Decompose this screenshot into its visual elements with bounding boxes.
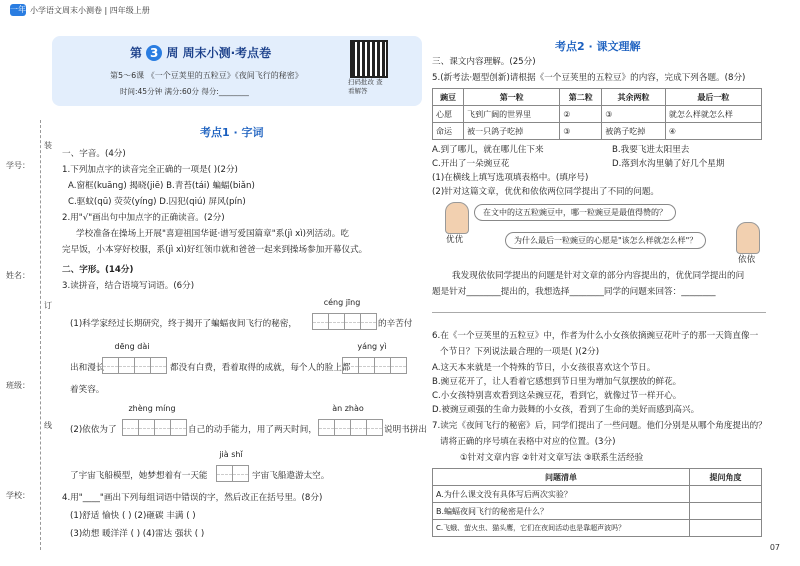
student-youyou-icon	[445, 202, 469, 234]
answer-grid-5[interactable]	[318, 419, 382, 439]
table-cell: 命运	[433, 123, 464, 140]
answer-cell[interactable]	[690, 486, 762, 503]
pea-table	[432, 88, 762, 140]
table-cell: B.蝙蝠夜间飞行的秘密是什么？	[433, 503, 690, 520]
table-cell[interactable]: ③	[560, 123, 602, 140]
student-name-1: 优优	[446, 235, 464, 245]
q3-5: 5.(新考法·题型创新)请根据《一个豆荚里的五粒豆》的内容，完成下列各题。(8分)	[432, 73, 746, 83]
q1-2: 2.用"√"画出句中加点字的正确读音。(2分)	[62, 213, 225, 223]
student-yiyi-icon	[736, 222, 760, 254]
q3-6b: 个节日？下列说法最合理的一项是( )(2分)	[440, 347, 600, 357]
question-table	[432, 468, 762, 537]
q1-2-text-b: 完早饭，小本穿好校服，系(jì xì)好红领巾就和爸爸一起来到操场参加开幕仪式。	[62, 245, 368, 255]
speech-bubble-1: 在文中的这五粒豌豆中，哪一粒豌豆是最值得赞的？	[474, 204, 676, 221]
q2-title: 二、字形。(14分)	[62, 265, 134, 275]
q3-6-d: D.被豌豆顽强的生命力鼓舞的小女孩，看到了生命的美好而感到高兴。	[432, 405, 700, 415]
table-cell: C.飞蛾、萤火虫、猫头鹰，它们在夜间活动也是靠超声波吗？	[433, 520, 690, 537]
option-a: A.到了哪儿，就在哪儿住下来	[432, 145, 544, 155]
table-cell: 被鸽子吃掉	[602, 123, 666, 140]
meta-info: 时间:45分钟 满分:60分 得分:________	[120, 87, 249, 96]
q2-3-a2: 的辛苦付	[378, 319, 413, 329]
side-mark-3: 线	[44, 421, 52, 430]
q1-1-ab: A.窗框(kuāng) 揭晓(jiē) B.青苔(tái) 蝙蝠(biǎn)	[68, 181, 255, 191]
q2-3-d1: (2)依依为了	[70, 425, 117, 435]
q1-1-cd: C.驱蚊(qū) 荧荧(yíng) D.囚犯(qiú) 屏风(pín)	[68, 197, 246, 207]
section-title-left: 考点1 · 字词	[200, 126, 264, 139]
answer-grid-3[interactable]	[342, 357, 406, 377]
q3-5-3b: 题是针对________提出的，我想选择________同学的问题来回答：________	[432, 287, 716, 297]
q2-3-b1: 出和漫长	[70, 363, 105, 373]
table-cell: A.为什么课文没有具体写后两次实验？	[433, 486, 690, 503]
option-d: D.落到水沟里躺了好几个星期	[612, 159, 725, 169]
q3-6: 6.在《一个豆荚里的五粒豆》中，作者为什么小女孩依摘豌豆花叶子的那一天筒直像一	[432, 331, 759, 341]
side-mark-2: 订	[44, 301, 52, 310]
table-header: 豌豆	[433, 89, 464, 106]
table-cell: 被一只鸽子吃掉	[464, 123, 560, 140]
angle-options: ①针对文章内容 ②针对文章写法 ③联系生活经验	[460, 453, 644, 463]
table-header: 其余两粒	[602, 89, 666, 106]
week-title: 第 3 周 周末小测·考点卷	[130, 46, 272, 60]
top-bar	[0, 0, 800, 22]
side-mark-1: 装	[44, 141, 52, 150]
side-grade: 班级：	[6, 381, 30, 390]
pinyin-2: dēng dài	[114, 342, 150, 351]
binding-line	[40, 120, 42, 550]
q2-3-e2: 宇宙飞船遨游太空。	[252, 471, 330, 481]
pinyin-1: céng jīng	[323, 298, 361, 307]
option-b: B.我要飞进太阳里去	[612, 145, 690, 155]
speech-bubble-2: 为什么最后一粒豌豆的心愿是"该怎么样就怎么样"？	[505, 232, 706, 249]
table-cell[interactable]: ③	[602, 106, 666, 123]
table-cell: 心愿	[433, 106, 464, 123]
answer-cell[interactable]	[690, 503, 762, 520]
q2-4-a: (1)舒适 愉快 ( ) (2)砸碳 丰满 ( )	[70, 511, 196, 521]
qr-code-icon[interactable]	[350, 40, 388, 78]
answer-grid-2[interactable]	[102, 357, 166, 377]
pinyin-3: yáng yì	[357, 342, 387, 351]
section-title-right: 考点2 · 课文理解	[555, 40, 641, 53]
q2-4: 4.用"____"画出下列每组词语中错误的字，然后改正在括号里。(8分)	[62, 493, 323, 503]
table-header: 问题清单	[433, 469, 690, 486]
answer-grid-6[interactable]	[216, 465, 248, 485]
table-header: 第二粒	[560, 89, 602, 106]
q2-3-d3: 说明书拼出	[384, 425, 427, 435]
q3-title: 三、课文内容理解。(25分)	[432, 57, 536, 67]
q3-5-1: (1)在横线上填写选项填表格中。(填序号)	[432, 173, 589, 183]
table-header: 提问角度	[690, 469, 762, 486]
answer-grid-1[interactable]	[312, 313, 376, 333]
pinyin-4: zhèng míng	[128, 404, 176, 413]
table-cell: 就怎么样就怎么样	[665, 106, 761, 123]
q2-3-c: 着笑容。	[70, 385, 105, 395]
student-name-2: 依依	[738, 255, 756, 265]
week-number: 3	[146, 45, 162, 61]
q2-4-b: (3)幼想 暖洋洋 ( ) (4)雷达 强状 ( )	[70, 529, 205, 539]
q1-2-text-a: 学校准备在操场上开展"喜迎祖国华诞·谱写爱国篇章"系(jì xì)列活动。吃	[76, 229, 349, 239]
brand-logo: 一年	[10, 5, 26, 14]
table-cell: 飞到广阔的世界里	[464, 106, 560, 123]
q3-5-3a: 我发现依依同学提出的问题是针对文章的部分内容提出的，优优同学提出的问	[452, 271, 745, 281]
q3-7: 7.读完《夜间飞行的秘密》后，同学们提出了一些问题。他们分别是从哪个角度提出的？	[432, 421, 767, 431]
table-cell[interactable]: ②	[560, 106, 602, 123]
lesson-info: 第5～6课 《一个豆荚里的五粒豆》《夜间飞行的秘密》	[110, 71, 303, 80]
qr-caption: 扫码批改 查看解答	[348, 78, 383, 95]
q3-7b: 请将正确的序号填在表格中对应的位置。(3分)	[440, 437, 616, 447]
table-header: 最后一粒	[665, 89, 761, 106]
answer-line[interactable]	[432, 312, 766, 313]
pinyin-5: àn zhào	[332, 404, 364, 413]
q1-1: 1.下列加点字的读音完全正确的一项是( )(2分)	[62, 165, 238, 175]
q2-3-b2: 都没有白费，看着取得的成就，每个人的脸上都	[170, 363, 351, 373]
q1-title: 一、字音。(4分)	[62, 149, 126, 159]
q2-3-d2: 自己的动手能力，用了两天时间，	[188, 425, 317, 435]
q3-6-c: C.小女孩特别喜欢看到这朵豌豆花，看到它，就像过节一样开心。	[432, 391, 682, 401]
q2-3: 3.读拼音，结合语境写词语。(6分)	[62, 281, 195, 291]
q3-5-2: (2)针对这篇文章，优优和依依两位同学提出了不同的问题。	[432, 187, 660, 197]
q2-3-a: (1)科学家经过长期研究，终于揭开了蝙蝠夜间飞行的秘密，	[70, 319, 298, 329]
option-c: C.开出了一朵豌豆花	[432, 159, 510, 169]
answer-cell[interactable]	[690, 520, 762, 537]
side-class: 学号：	[6, 161, 30, 170]
side-name: 姓名：	[6, 271, 30, 280]
table-header: 第一粒	[464, 89, 560, 106]
page-number: 07	[769, 543, 780, 552]
book-title: 小学语文周末小测卷 | 四年级上册	[30, 6, 150, 15]
q3-6-b: B.豌豆花开了，让人看着它感想到节日里为增加气氛摆放的鲜花。	[432, 377, 682, 387]
side-school: 学校：	[6, 491, 30, 500]
pinyin-6: jià shǐ	[219, 450, 243, 459]
answer-grid-4[interactable]	[122, 419, 186, 439]
q3-6-a: A.这天本来就是一个特殊的节日，小女孩很喜欢这个节日。	[432, 363, 656, 373]
table-cell[interactable]: ④	[665, 123, 761, 140]
q2-3-e1: 了宇宙飞船模型，她梦想着有一天能	[70, 471, 208, 481]
